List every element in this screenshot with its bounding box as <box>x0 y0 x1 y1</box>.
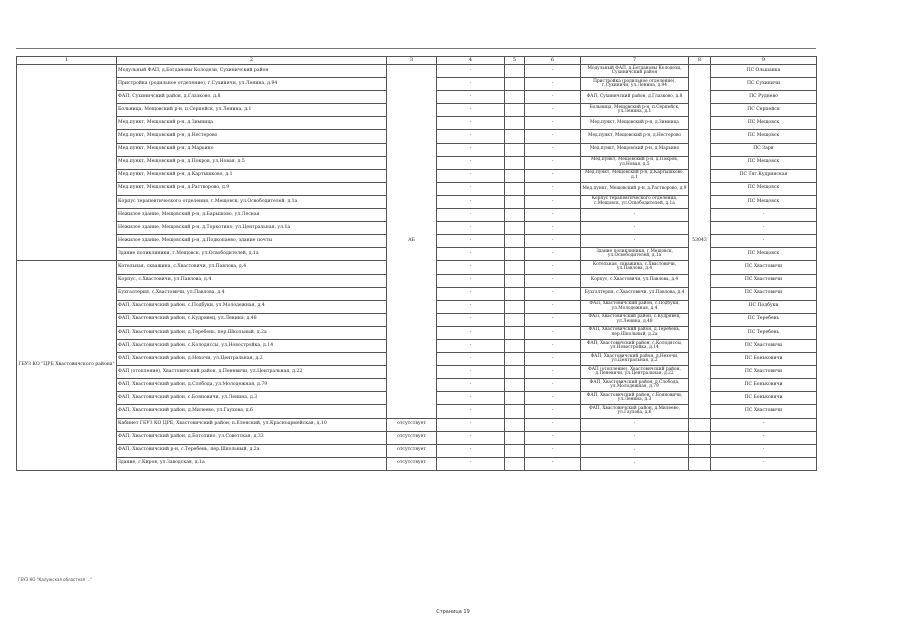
col5-cell <box>505 104 525 117</box>
col7-cell: Мед.пункт, Мещовский р-н, д.Картышково, д.1 <box>581 169 689 182</box>
col4-cell: - <box>437 444 505 457</box>
col7-cell: ФАП, Хвастовичский район, д.Слобода, ул.Молодежная, д.79 <box>581 379 689 392</box>
col7-cell: - <box>581 235 689 248</box>
col4-cell: - <box>437 274 505 287</box>
header-cell: 1 <box>17 57 117 65</box>
col4-cell: - <box>437 248 505 261</box>
substation-cell: ПС Хвастовичи <box>711 287 817 300</box>
header-cell: 7 <box>581 57 689 65</box>
col5-cell <box>505 444 525 457</box>
org-name-cell: ГБУЗ КО "ЦРБ Хвастовичского района" <box>17 261 117 471</box>
substation-cell: ПС Мещовск <box>711 130 817 143</box>
col7-cell: ФАП, Хвастовичский район, с.Колодяссы, ул.Новостройка, д.14 <box>581 339 689 352</box>
col4-cell: - <box>437 379 505 392</box>
col4-cell: - <box>437 326 505 339</box>
substation-cell: ПС Мещовск <box>711 195 817 208</box>
col5-cell <box>505 65 525 78</box>
substation-cell: ПС Боньковичи <box>711 379 817 392</box>
object-name-cell: Мед.пункт, Мещовский р-н, д.Картышково, д.1 <box>117 169 387 182</box>
object-name-cell: ФАП, Хвастовичский район, д.Нехочи, ул.Центральная, д.2 <box>117 353 387 366</box>
object-name-cell: ФАП, Хвастовичский район, д.Милеево, ул.Гаухова, д.6 <box>117 405 387 418</box>
col5-cell <box>505 457 525 470</box>
col6-cell: - <box>525 418 581 431</box>
col4-cell: - <box>437 457 505 470</box>
object-name-cell: ФАП, Сухиничский район, д.Глазково, д.8 <box>117 91 387 104</box>
col4-cell: - <box>437 182 505 195</box>
col6-cell: - <box>525 130 581 143</box>
col6-cell: - <box>525 261 581 274</box>
col7-cell: Мед.пункт, Мещовский р-н, д.Зимница <box>581 117 689 130</box>
col4-cell: - <box>437 418 505 431</box>
substation-cell: ПС Ольшанка <box>711 65 817 78</box>
substation-cell: ПС Заря <box>711 143 817 156</box>
col7-cell: ФАП, Хвастовичский район, с.Кудрявец, ул.Ленина, д.48 <box>581 313 689 326</box>
col7-cell: - <box>581 222 689 235</box>
col6-cell: - <box>525 78 581 91</box>
table-body <box>17 65 817 471</box>
col5-cell <box>505 326 525 339</box>
substation-cell: ПС Серпейск <box>711 104 817 117</box>
col7-cell: Мед.пункт, Мещовский р-н, д.Растворово, д.9 <box>581 182 689 195</box>
col5-cell <box>505 339 525 352</box>
col6-cell: - <box>525 182 581 195</box>
col5-cell <box>505 353 525 366</box>
absent-cell: отсутствует <box>387 457 437 470</box>
col6-cell: - <box>525 209 581 222</box>
object-name-cell: ФАП, Хвастовичский район, с.Кудрявец, ул.Ленина, д.48 <box>117 313 387 326</box>
substation-cell: ПС Теребень <box>711 326 817 339</box>
top-rule <box>16 48 816 49</box>
col4-cell: - <box>437 353 505 366</box>
col5-cell <box>505 379 525 392</box>
category-cell: АБ <box>387 65 437 419</box>
substation-cell: ПС Боньковичи <box>711 392 817 405</box>
substation-cell: ПС Хвастовичи <box>711 366 817 379</box>
substation-cell: - <box>711 418 817 431</box>
col5-cell <box>505 313 525 326</box>
col4-cell: - <box>437 169 505 182</box>
col7-cell: Здание поликлиники, г.Мещовск, ул.Освободителей, д.1а <box>581 248 689 261</box>
col8-cell <box>689 457 711 470</box>
object-name-cell: Мед.пункт, Мещовский р-н, д.Нестерово <box>117 130 387 143</box>
col6-cell: - <box>525 195 581 208</box>
object-name-cell: Корпус, с.Хвастовичи, ул.Павлова, д.4 <box>117 274 387 287</box>
substation-cell: ПС Мещовск <box>711 117 817 130</box>
col7-cell: Корпус, с.Хвастовичи, ул.Павлова, д.4 <box>581 274 689 287</box>
col6-cell: - <box>525 366 581 379</box>
substation-cell: ПС Подбуки <box>711 300 817 313</box>
col5-cell <box>505 78 525 91</box>
header-cell: 9 <box>711 57 817 65</box>
col7-cell: ФАП, Хвастовичский район, с.Подбуки, ул.Молодежная, д.4 <box>581 300 689 313</box>
col5-cell <box>505 366 525 379</box>
col4-cell: - <box>437 91 505 104</box>
col7-cell: Бухгалтерия, с.Хвастовичи, ул.Павлова, д.4 <box>581 287 689 300</box>
col5-cell <box>505 195 525 208</box>
substation-cell: ПС Мещовск <box>711 156 817 169</box>
col5-cell <box>505 248 525 261</box>
col5-cell <box>505 156 525 169</box>
col8-cell <box>689 418 711 431</box>
cut-off-row-text: ГБУЗ КО "Калужская областная ..." <box>18 577 92 582</box>
object-name-cell: ФАП, Хвастовичский р-н, с.Теребень, пер.Школьный, д.2а <box>117 444 387 457</box>
col8-cell <box>689 431 711 444</box>
col4-cell: - <box>437 392 505 405</box>
col6-cell: - <box>525 405 581 418</box>
substation-cell: - <box>711 444 817 457</box>
substation-cell: ПС Руднево <box>711 91 817 104</box>
col4-cell: - <box>437 235 505 248</box>
col4-cell: - <box>437 431 505 444</box>
object-name-cell: Бухгалтерия, с.Хвастовичи, ул.Павлова, д.4 <box>117 287 387 300</box>
col5-cell <box>505 392 525 405</box>
object-name-cell: Мед.пункт, Мещовский р-н, д.Зимница <box>117 117 387 130</box>
absent-cell: отсутствует <box>387 418 437 431</box>
header-cell: 3 <box>387 57 437 65</box>
col4-cell: - <box>437 143 505 156</box>
object-name-cell: Больница, Мещовский р-н, п.Серпейск, ул.Ленина, д.1 <box>117 104 387 117</box>
col7-cell: - <box>581 431 689 444</box>
col6-cell: - <box>525 287 581 300</box>
substation-cell: - <box>711 209 817 222</box>
substation-cell: ПС Мещовск <box>711 248 817 261</box>
col4-cell: - <box>437 313 505 326</box>
object-name-cell: ФАП, Хвастовичский район, д.Теребень, пер.Школьный, д.2а <box>117 326 387 339</box>
col6-cell: - <box>525 444 581 457</box>
col4-cell: - <box>437 195 505 208</box>
object-name-cell: Пристройка (родильное отделение), г.Сухиничи, ул.Ленина, д.94 <box>117 78 387 91</box>
col5-cell <box>505 405 525 418</box>
object-name-cell: Корпус терапевтического отделения, г.Мещовск, ул.Освободителей, д.1а <box>117 195 387 208</box>
col5-cell <box>505 117 525 130</box>
col6-cell: - <box>525 143 581 156</box>
col7-cell: - <box>581 209 689 222</box>
col4-cell: - <box>437 405 505 418</box>
substation-cell: - <box>711 457 817 470</box>
col6-cell: - <box>525 156 581 169</box>
col5-cell <box>505 143 525 156</box>
col7-cell: ФАП (отопление), Хвастовичский район, д.Пеневичи, ул.Центральная, д.22 <box>581 366 689 379</box>
substation-cell: ПС Тяг.Кудринская <box>711 169 817 182</box>
col5-cell <box>505 431 525 444</box>
col6-cell: - <box>525 235 581 248</box>
col4-cell: - <box>437 300 505 313</box>
col6-cell: - <box>525 104 581 117</box>
col6-cell: - <box>525 169 581 182</box>
col7-cell: - <box>581 418 689 431</box>
col6-cell: - <box>525 353 581 366</box>
col5-cell <box>505 222 525 235</box>
col5-cell <box>505 209 525 222</box>
col7-cell: Мед.пункт, Мещовский р-н, д.Нестерово <box>581 130 689 143</box>
col6-cell: - <box>525 457 581 470</box>
absent-cell: отсутствует <box>387 444 437 457</box>
page-number: Страница 19 <box>436 609 470 615</box>
col6-cell: - <box>525 222 581 235</box>
object-name-cell: Мед.пункт, Мещовский р-н, д.Марьино <box>117 143 387 156</box>
col6-cell: - <box>525 117 581 130</box>
org-cell-block-1 <box>17 65 117 261</box>
header-row <box>17 57 817 65</box>
col5-cell <box>505 169 525 182</box>
header-cell: 6 <box>525 57 581 65</box>
col7-cell: Модульный ФАП, д.Богдановы Колодези, Сухиничский район <box>581 65 689 78</box>
substation-cell: ПС Хвастовичи <box>711 405 817 418</box>
col4-cell: - <box>437 366 505 379</box>
col7-cell: ФАП, Хвастовичский район, д.Теребень, пер.Школьный, д.2а <box>581 326 689 339</box>
col5-cell <box>505 235 525 248</box>
object-name-cell: Мед.пункт, Мещовский р-н, д.Растворово, д.9 <box>117 182 387 195</box>
col7-cell: Мед.пункт, Мещовский р-н, д.Покров, ул.Новая, д.5 <box>581 156 689 169</box>
object-name-cell: ФАП, Хвастовичский район, с.Бояновичи, ул.Ленина, д.3 <box>117 392 387 405</box>
data-table <box>16 56 817 471</box>
table-row <box>17 418 817 431</box>
col5-cell <box>505 274 525 287</box>
col6-cell: - <box>525 326 581 339</box>
substation-cell: ПС Хвастовичи <box>711 261 817 274</box>
object-name-cell: Нежилое здание, Мещовский р-н, д.Барышово, ул.Лесная <box>117 209 387 222</box>
substation-cell: - <box>711 235 817 248</box>
substation-cell: ПС Сухиничи <box>711 78 817 91</box>
substation-cell: - <box>711 431 817 444</box>
col6-cell: - <box>525 431 581 444</box>
col7-cell: ФАП, Хвастовичский район, д.Нехочи, ул.Центральная, д.2 <box>581 353 689 366</box>
col7-cell: Больница, Мещовский р-н, п.Серпейск, ул.Ленина, д.1 <box>581 104 689 117</box>
object-name-cell: Нежилое здание, Мещовский р-н, д.Торкотино, ул.Центральная, ул.1а <box>117 222 387 235</box>
col7-cell: Котельная, скважина, с.Хвастовичи, ул.Павлова, д.4 <box>581 261 689 274</box>
object-name-cell: Здание поликлиники, г.Мещовск, ул.Освободителей, д.1а <box>117 248 387 261</box>
substation-cell: ПС Боньковичи <box>711 353 817 366</box>
col5-cell <box>505 300 525 313</box>
table-row <box>17 65 817 78</box>
col4-cell: - <box>437 117 505 130</box>
object-name-cell: ФАП (отопление), Хвастовичский район, д.Пеневичи, ул.Центральная, д.22 <box>117 366 387 379</box>
table-row <box>17 457 817 470</box>
col4-cell: - <box>437 104 505 117</box>
col7-cell: ФАП, Хвастовичский район, д.Милеево, ул.Гаухова, д.6 <box>581 405 689 418</box>
absent-cell: отсутствует <box>387 431 437 444</box>
col4-cell: - <box>437 130 505 143</box>
header-cell: 8 <box>689 57 711 65</box>
col5-cell <box>505 287 525 300</box>
col4-cell: - <box>437 156 505 169</box>
col6-cell: - <box>525 65 581 78</box>
col4-cell: - <box>437 209 505 222</box>
col5-cell <box>505 261 525 274</box>
object-name-cell: Котельная, скважина, с.Хвастовичи, ул.Павлова, д.4 <box>117 261 387 274</box>
col7-cell: Корпус терапевтического отделения, г.Мещовск, ул.Освободителей, д.1а <box>581 195 689 208</box>
substation-cell: ПС Хвастовичи <box>711 339 817 352</box>
col6-cell: - <box>525 248 581 261</box>
col4-cell: - <box>437 222 505 235</box>
col7-cell: Мед.пункт, Мещовский р-н, д.Марьино <box>581 143 689 156</box>
col4-cell: - <box>437 339 505 352</box>
col7-cell: - <box>581 457 689 470</box>
col6-cell: - <box>525 91 581 104</box>
col6-cell: - <box>525 339 581 352</box>
substation-cell: ПС Хвастовичи <box>711 274 817 287</box>
col7-cell: ФАП, Хвастовичский район, с.Бояновичи, ул.Ленина, д.3 <box>581 392 689 405</box>
table-row <box>17 431 817 444</box>
col6-cell: - <box>525 392 581 405</box>
header-cell: 5 <box>505 57 525 65</box>
object-name-cell: ФАП, Хвастовичский район, с.Подбуки, ул.Молодежная, д.4 <box>117 300 387 313</box>
table-row <box>17 444 817 457</box>
substation-cell: ПС Теребень <box>711 313 817 326</box>
substation-cell: ПС Мещовск <box>711 182 817 195</box>
col4-cell: - <box>437 261 505 274</box>
col4-cell: - <box>437 65 505 78</box>
object-name-cell: Модульный ФАП, д.Богдановы Колодези, Сухиничский район <box>117 65 387 78</box>
object-name-cell: ФАП, Хвастовичский район, д.Слобода, ул.Молодежная, д.79 <box>117 379 387 392</box>
col5-cell <box>505 130 525 143</box>
code-cell: 53043 <box>689 65 711 419</box>
col7-cell: Пристройка (родильное отделение), г.Сухиничи, ул.Ленина, д.94 <box>581 78 689 91</box>
col7-cell: ФАП, Сухиничский район, д.Глазково, д.8 <box>581 91 689 104</box>
object-name-cell: Кабинет ГБУЗ КО ЦРБ, Хвастовичский район, п.Еленский, ул.Красноармейская, д.10 <box>117 418 387 431</box>
col6-cell: - <box>525 274 581 287</box>
col5-cell <box>505 418 525 431</box>
substation-cell: - <box>711 222 817 235</box>
header-cell: 4 <box>437 57 505 65</box>
col6-cell: - <box>525 379 581 392</box>
object-name-cell: ФАП, Хвастовичский район, с.Колодяссы, ул.Новостройка, д.14 <box>117 339 387 352</box>
object-name-cell: Мед.пункт, Мещовский р-н, д.Покров, ул.Новая, д.5 <box>117 156 387 169</box>
col7-cell: - <box>581 444 689 457</box>
col6-cell: - <box>525 300 581 313</box>
col5-cell <box>505 91 525 104</box>
header-cell: 2 <box>117 57 387 65</box>
object-name-cell: ФАП, Хвастовичский район, д.Ботолино, ул.Советская, д.33 <box>117 431 387 444</box>
col6-cell: - <box>525 313 581 326</box>
col4-cell: - <box>437 287 505 300</box>
col5-cell <box>505 182 525 195</box>
object-name-cell: Нежилое здание, Мещовский р-н, д.Подкопаево, здание почты <box>117 235 387 248</box>
col8-cell <box>689 444 711 457</box>
col4-cell: - <box>437 78 505 91</box>
object-name-cell: Здание, г.Киров, ул.Заводская, д.1а <box>117 457 387 470</box>
